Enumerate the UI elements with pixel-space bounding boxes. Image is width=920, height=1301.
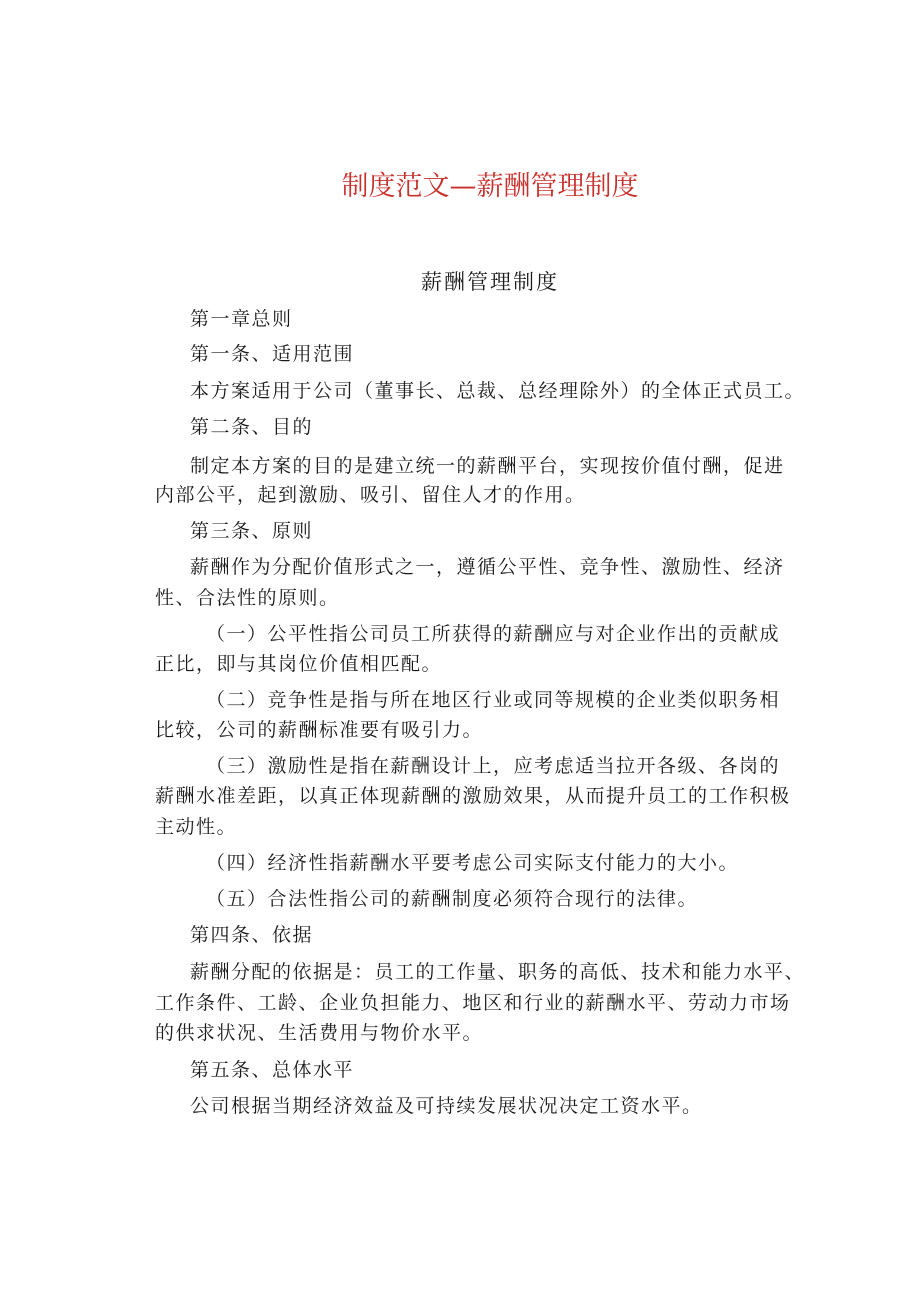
paragraph-line: 制定本方案的目的是建立统一的薪酬平台，实现按价值付酬，促进 [190,455,785,477]
paragraph-line: 性、合法性的原则。 [155,587,340,609]
paragraph-line: 薪酬分配的依据是：员工的工作量、职务的高低、技术和能力水平、 [190,961,806,983]
article-heading: 第二条、目的 [190,416,314,438]
paragraph-line: 主动性。 [155,816,238,838]
paragraph-line: （一）公平性指公司员工所获得的薪酬应与对企业作出的贡献成 [206,623,781,645]
paragraph-line: 工作条件、工龄、企业负担能力、地区和行业的薪酬水平、劳动力市场 [155,992,791,1014]
article-heading: 第三条、原则 [190,520,314,542]
paragraph-line: （五）合法性指公司的薪酬制度必须符合现行的法律。 [206,888,699,910]
article-heading: 第五条、总体水平 [190,1059,355,1081]
paragraph-line: 公司根据当期经济效益及可持续发展状况决定工资水平。 [190,1095,703,1117]
paragraph-line: 的供求状况、生活费用与物价水平。 [155,1022,484,1044]
document-title: 制度范文—薪酬管理制度 [341,171,639,202]
paragraph-line: 薪酬作为分配价值形式之一，遵循公平性、竞争性、激励性、经济 [190,556,785,578]
document-subtitle: 薪酬管理制度 [421,270,559,294]
paragraph-line: 比较，公司的薪酬标准要有吸引力。 [155,719,484,741]
chapter-heading: 第一章总则 [190,308,293,330]
article-heading: 第四条、依据 [190,924,314,946]
paragraph-line: （三）激励性是指在薪酬设计上，应考虑适当拉开各级、各岗的 [206,755,781,777]
article-heading: 第一条、适用范围 [190,343,355,365]
paragraph-line: 本方案适用于公司（董事长、总裁、总经理除外）的全体正式员工。 [190,380,806,402]
paragraph-line: （四）经济性指薪酬水平要考虑公司实际支付能力的大小。 [206,852,740,874]
paragraph-line: （二）竞争性是指与所在地区行业或同等规模的企业类似职务相 [206,689,781,711]
paragraph-line: 薪酬水准差距，以真正体现薪酬的激励效果，从而提升员工的工作积极 [155,785,791,807]
paragraph-line: 内部公平，起到激励、吸引、留住人才的作用。 [155,484,586,506]
paragraph-line: 正比，即与其岗位价值相匹配。 [155,653,443,675]
